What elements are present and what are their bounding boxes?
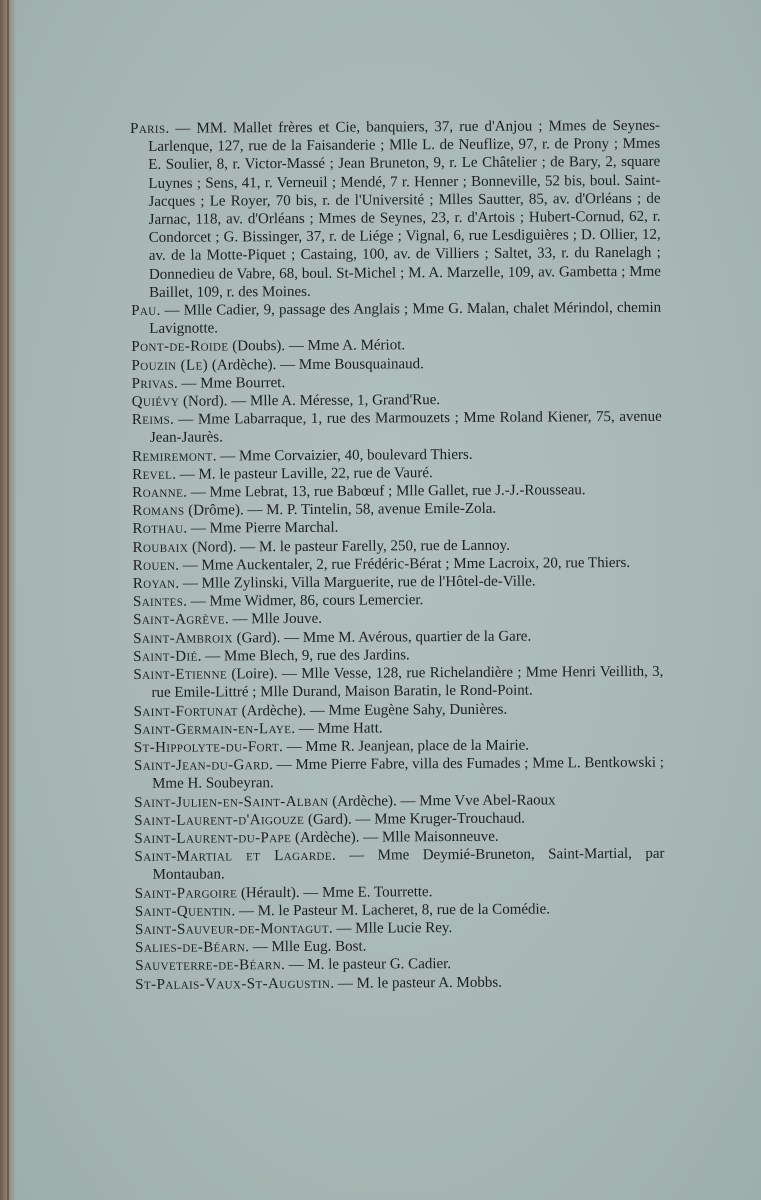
town-name: Saintes (132, 593, 184, 611)
town-name: Pont-de-Roide (131, 338, 229, 356)
town-name: Sauveterre-de-Béarn (135, 957, 282, 975)
binding-line (7, 0, 9, 1200)
list-entry (130, 117, 661, 302)
town-name: Revel (132, 466, 173, 483)
town-name: Saint-Julien-en-Saint-Alban (134, 793, 329, 811)
entry-details: . — Mme Pierre Marchal. (183, 520, 339, 538)
entry-details: . — Mme R. Jeanjean, place de la Mairie. (279, 737, 530, 756)
entry-details: . — M. le pasteur G. Cadier. (281, 956, 452, 974)
list-entry (133, 554, 663, 575)
town-name: Saint-Jean-du-Gard (133, 757, 270, 775)
town-name: Rouen (132, 557, 176, 574)
entry-details: . — MM. Mallet frères et Cie, banquiers, 37, rue d'Anjou ; Mmes de Seynes-Larlenque, 127, rue de la Faisanderie ; Mlle L. de Neuflize, 97, r. de Prony ; Mmes E. Soulier, 8, r. Victor-Massé ; Jean Bruneton, 9, r. Le Châtelier ; de Bary, 2, square Luynes ; Sens, 41, r. Verneuil ; Mendé, 7 r. Henner ; Bonneville, 52 bis, boul. Saint-Jacques ; Le Royer, 70 bis, r. de l'Université ; Mlles Sautter, 85, av. d'Orléans ; de Jarnac, 118, av. d'Orléans ; Mmes de Seynes, 23, r. d'Artois ; Hubert-Cornud, 62, r. Condorcet ; G. Bissinger, 37, r. de Liége ; Vignal, 6, rue Lesdiguières ; D. Ollier, 12, av. de la Motte-Piquet ; Castaing, 100, av. de Villiers ; Saltet, 33, r. du Ranelagh ; Donnedieu de Vabre, 68, boul. St-Michel ; M. A. Marzelle, 109, av. Gambetta ; Mme Baillet, 109, r. des Moines. (148, 117, 661, 301)
entry-details: (Nord). — Mlle A. Méresse, 1, Grand'Rue. (179, 392, 441, 410)
town-name: Saint-Pargoire (134, 884, 238, 902)
entry-details: (Ardèche). — Mlle Maisonneuve. (291, 828, 499, 846)
town-name: Reims (131, 412, 171, 429)
town-name: Saint-Agrève (133, 611, 226, 629)
entry-details: (Nord). — M. le pasteur Farelly, 250, rue de Lannoy. (188, 537, 510, 556)
entry-details: (Gard). — Mme Kruger-Trouchaud. (304, 810, 526, 828)
town-name: Saint-Quentin (134, 903, 232, 920)
entry-details: . — M. le Pasteur M. Lacheret, 8, rue de la Comédie. (231, 901, 551, 920)
entry-details: . — Mme Hatt. (291, 720, 383, 737)
town-name: Saint-Ambroix (133, 630, 233, 647)
entry-details: . — Mme Widmer, 86, cours Lemercier. (183, 592, 424, 610)
entry-details: (Gard). — Mme M. Avérous, quartier de la Gare. (232, 628, 532, 647)
entry-details: (Ardèche). — Mme Bousquainaud. (208, 355, 424, 374)
entry-details: (Doubs). — Mme A. Mériot. (228, 337, 406, 355)
entry-details: . — Mlle Zylinski, Villa Marguerite, rue de l'Hôtel-de-Ville. (175, 573, 536, 592)
entry-details: . — Mlle Lucie Rey. (328, 919, 453, 937)
entry-details: . — Mme Blech, 9, rue des Jardins. (197, 647, 410, 665)
entry-details: (Drôme). — M. P. Tintelin, 58, avenue Emile-Zola. (184, 501, 497, 519)
entry-details: . — Mme Auckentaler, 2, rue Frédéric-Bérat ; Mme Lacroix, 20, rue Thiers. (175, 554, 631, 574)
entry-details: . — Mme Deymié-Bruneton, Saint-Martial, par Montauban. (152, 845, 665, 884)
entry-details: . — M. le pasteur Laville, 22, rue de Vauré. (172, 465, 433, 483)
town-name: Roanne (132, 484, 184, 502)
entry-details: . — Mme Bourret. (173, 374, 286, 392)
list-entry (134, 754, 664, 794)
town-name: Royan (132, 575, 176, 593)
town-name: Saint-Martial et Lagarde (134, 847, 333, 866)
town-name: Saint-Fortunat (133, 702, 238, 720)
entry-details: . — Mlle Jouve. (224, 611, 323, 628)
entry-details: (Ardèche). — Mme Vve Abel-Raoux (328, 791, 556, 810)
entry-details: . — Mlle Cadier, 9, passage des Anglais ; Mme G. Malan, chalet Mérindol, chemin Lavignotte. (149, 299, 662, 338)
town-name: Saint-Laurent-d'Aigouze (134, 811, 305, 829)
town-name: Quiévy (131, 393, 180, 411)
address-list (130, 117, 665, 994)
town-name: St-Hippolyte-du-Fort (133, 739, 280, 756)
town-name: Pouzin (Le) (131, 357, 209, 374)
town-name: Roubaix (132, 539, 189, 556)
list-entry (135, 972, 665, 993)
list-entry (131, 299, 661, 339)
entry-details: . — Mme Lebrat, 13, rue Babœuf ; Mlle Gallet, rue J.-J.-Rousseau. (183, 482, 586, 501)
town-name: Saint-Laurent-du-Pape (134, 829, 292, 847)
town-name: Saint-Sauveur-de-Montagut (134, 920, 330, 938)
entry-details: . — M. le pasteur A. Mobbs. (330, 974, 503, 992)
town-name: Saint-Etienne (133, 666, 228, 684)
town-name: Privas (131, 375, 175, 392)
town-name: St-Palais-Vaux-St-Augustin (135, 975, 331, 993)
entry-details: . — Mme Labarraque, 1, rue des Marmouzets ; Mme Roland Kiener, 75, avenue Jean-Jaurès. (149, 409, 662, 447)
town-name: Saint-Dié (133, 648, 198, 665)
entry-details: . — Mlle Eug. Bost. (245, 938, 367, 956)
list-entry (132, 408, 662, 448)
entry-details: (Loire). — Mlle Vesse, 128, rue Richelandière ; Mme Henri Veillith, 3, rue Emile-Littré ; Mlle Durand, Maison Baratin, le Rond-Point. (151, 663, 664, 702)
town-name: Romans (132, 502, 185, 520)
town-name: Pau (131, 302, 157, 320)
town-name: Salies-de-Béarn (135, 939, 246, 957)
list-entry (133, 663, 663, 703)
town-name: Paris (130, 120, 166, 137)
town-name: Saint-Germain-en-Laye (133, 720, 292, 738)
town-name: Remiremont (132, 448, 213, 465)
entry-details: (Hérault). — Mme E. Tourrette. (237, 883, 433, 901)
list-entry (134, 845, 664, 885)
list-entry (132, 481, 662, 502)
entry-details: . — Mme Pierre Fabre, villa des Fumades ; Mme L. Bentkowski ; Mme H. Soubeyran. (152, 754, 664, 793)
entry-details: (Ardèche). — Mme Eugène Sahy, Dunières. (237, 701, 508, 719)
entry-details: . — Mme Corvaizier, 40, boulevard Thiers. (212, 446, 473, 465)
town-name: Rothau (132, 521, 184, 538)
